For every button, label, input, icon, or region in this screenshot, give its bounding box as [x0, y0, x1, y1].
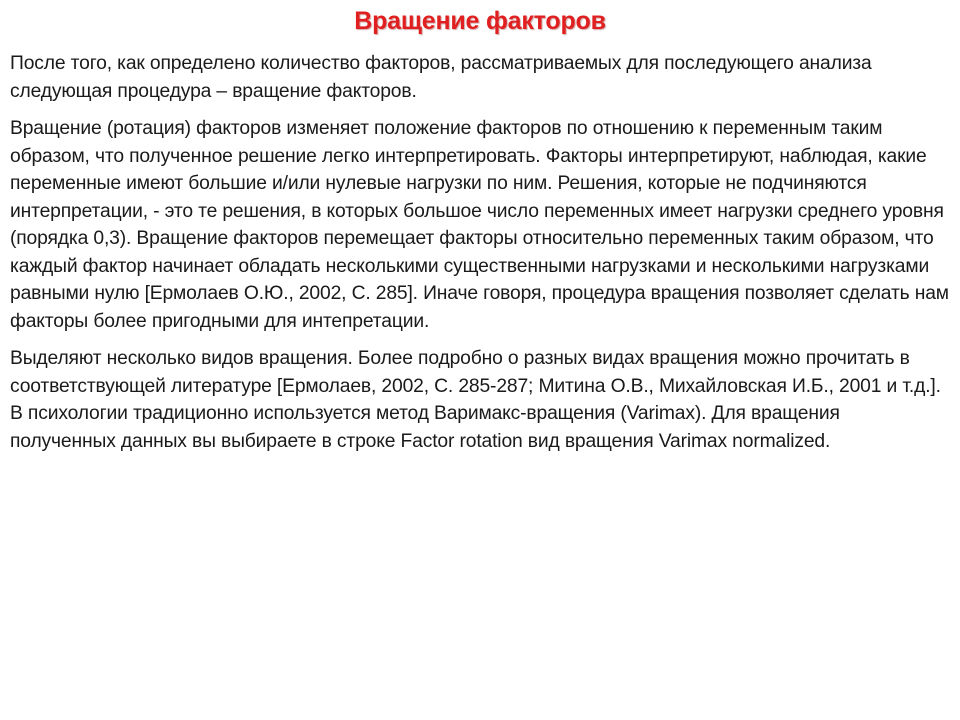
slide-title: Вращение факторов [354, 7, 606, 35]
paragraph-rotation-definition: Вращение (ротация) факторов изменяет положение факторов по отношению к переменным таким образом, что полученное решение легко интерпретировать. Факторы интерпретируют, наблюдая, какие переменные имеют большие и/или нулевые нагрузки по ним. Решения, которые не подчиняются интерпретации, - это те решения, в которых большое число переменных имеет нагрузки среднего уровня (порядка 0,3). Вращение факторов перемещает факторы относительно переменных таким образом, что каждый фактор начинает обладать несколькими существенными нагрузками и несколькими нагрузками равными нулю [Ермолаев О.Ю., 2002, С. 285]. Иначе говоря, процедура вращения позволяет сделать нам факторы более пригодными для интепретации. [10, 118, 949, 332]
paragraph-intro: После того, как определено количество факторов, рассматриваемых для последующего анализа следующая процедура – вращение факторов. [10, 53, 872, 102]
slide-body [10, 50, 950, 455]
paragraph-rotation-types: Выделяют несколько видов вращения. Более подробно о разных видах вращения можно прочитать в соответствующей литературе [Ермолаев, 2002, С. 285-287; Митина О.В., Михайловская И.Б., 2001 и т.д.]. В психологии традиционно используется метод Варимакс-вращения (Varimax). Для вращения полученных данных вы выбираете в строке Factor rotation вид вращения Varimax normalized. [10, 348, 941, 452]
